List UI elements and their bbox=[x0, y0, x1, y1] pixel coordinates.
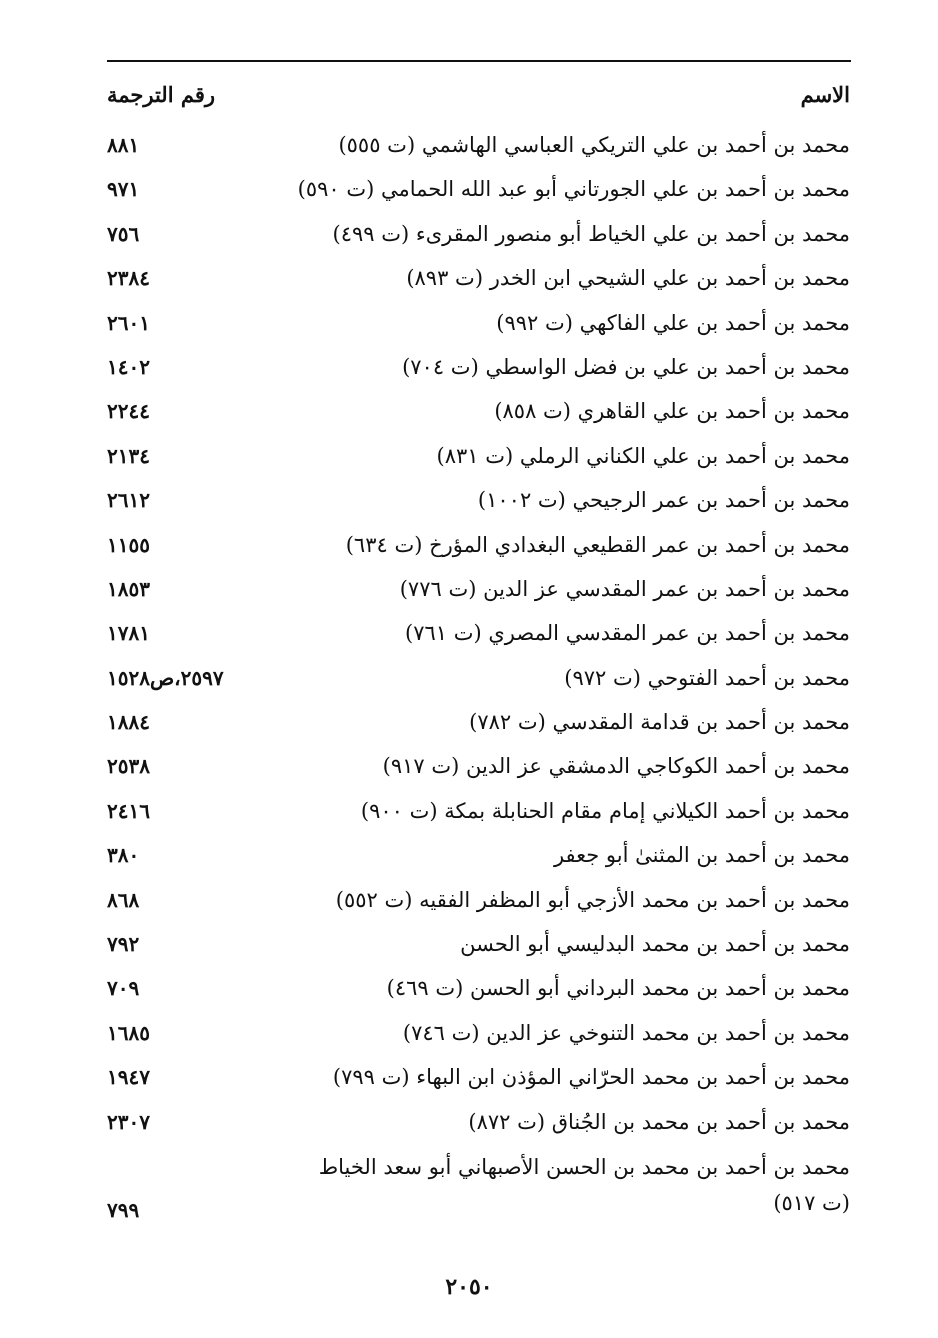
index-entry bbox=[0, 834, 938, 878]
index-entry bbox=[0, 568, 938, 612]
name-column-header: الاسم bbox=[800, 82, 850, 107]
entry-name: محمد بن أحمد بن عمر المقدسي المصري (ت ٧٦١) bbox=[404, 621, 850, 646]
entry-number: ٢٣٠٧ bbox=[107, 1109, 150, 1134]
entry-number: ٢٣٨٤ bbox=[107, 266, 150, 291]
entry-name: محمد بن أحمد الكيلاني إمام مقام الحنابلة بمكة (ت ٩٠٠) bbox=[360, 798, 850, 823]
index-entry bbox=[0, 302, 938, 346]
index-entry bbox=[0, 612, 938, 656]
number-column-header: رقم الترجمة bbox=[107, 82, 216, 107]
index-entry bbox=[0, 435, 938, 479]
index-entry bbox=[0, 923, 938, 967]
entry-number: ١٤٠٢ bbox=[107, 354, 150, 379]
entry-name: محمد بن أحمد بن علي الجورتاني أبو عبد الله الحمامي (ت ٥٩٠) bbox=[297, 177, 850, 202]
entry-number: ٨٨١ bbox=[107, 133, 140, 157]
entry-name: محمد بن أحمد بن محمد البدليسي أبو الحسن bbox=[460, 932, 850, 957]
entry-number: ١١٥٥ bbox=[107, 532, 150, 557]
entry-number: ٨٦٨ bbox=[107, 887, 140, 912]
entry-name: محمد بن أحمد بن المثنىٰ أبو جعفر bbox=[553, 843, 850, 868]
entry-name: محمد بن أحمد بن محمد التنوخي عز الدين (ت ٧٤٦) bbox=[402, 1020, 850, 1045]
entry-number: ٢٢٤٤ bbox=[107, 399, 150, 424]
index-entry bbox=[0, 657, 938, 701]
index-entry bbox=[0, 1056, 938, 1100]
entry-name: محمد بن أحمد بن علي الخياط أبو منصور المقرىء (ت ٤٩٩) bbox=[332, 221, 850, 246]
entry-number: ٢٦١٢ bbox=[107, 488, 150, 513]
index-entry bbox=[0, 745, 938, 789]
entry-name: محمد بن أحمد بن محمد البرداني أبو الحسن (ت ٤٦٩) bbox=[386, 976, 850, 1001]
entry-name: محمد بن أحمد الكوكاجي الدمشقي عز الدين (ت ٩١٧) bbox=[382, 754, 850, 779]
top-rule bbox=[107, 60, 851, 62]
index-entry bbox=[0, 790, 938, 834]
entry-number: ٢٦٠١ bbox=[107, 310, 150, 335]
index-entry bbox=[0, 524, 938, 568]
entry-name: محمد بن أحمد بن علي الفاكهي (ت ٩٩٢) bbox=[496, 310, 850, 335]
index-entry bbox=[0, 1101, 938, 1145]
entry-number: ٧٥٦ bbox=[107, 221, 140, 246]
entry-name: محمد بن أحمد بن علي الشيحي ابن الخدر (ت ٨٩٣) bbox=[406, 266, 850, 291]
entry-name: محمد بن أحمد بن محمد الحرّاني المؤذن ابن البهاء (ت ٧٩٩) bbox=[332, 1065, 850, 1090]
entry-number: ٩٧١ bbox=[107, 177, 140, 202]
entry-number: ٧٠٩ bbox=[107, 976, 140, 1001]
entry-number: ٢٤١٦ bbox=[107, 798, 150, 823]
entry-name: محمد بن أحمد بن علي بن فضل الواسطي (ت ٧٠٤) bbox=[402, 354, 850, 379]
index-entry bbox=[0, 168, 938, 212]
index-entry bbox=[0, 701, 938, 745]
index-entry bbox=[0, 346, 938, 390]
entry-name: محمد بن أحمد بن علي الكناني الرملي (ت ٨٣١) bbox=[436, 443, 850, 468]
entry-name: محمد بن أحمد بن علي القاهري (ت ٨٥٨) bbox=[494, 399, 850, 424]
index-entry bbox=[0, 1012, 938, 1056]
entry-number: ١٦٨٥ bbox=[107, 1020, 150, 1045]
index-list bbox=[0, 124, 938, 1245]
index-entry bbox=[0, 967, 938, 1011]
entry-number: ١٩٤٧ bbox=[107, 1065, 150, 1090]
entry-name: محمد بن أحمد بن محمد الأزجي أبو المظفر الفقيه (ت ٥٥٢) bbox=[335, 887, 850, 912]
entry-number: ٧٩٢ bbox=[107, 932, 140, 957]
entry-number: ٧٩٩ bbox=[107, 1197, 140, 1222]
entry-name: محمد بن أحمد بن قدامة المقدسي (ت ٧٨٢) bbox=[469, 710, 850, 735]
index-entry bbox=[0, 390, 938, 434]
index-entry bbox=[0, 124, 938, 168]
entry-name: محمد بن أحمد الفتوحي (ت ٩٧٢) bbox=[564, 665, 850, 690]
entry-number: ١٧٨١ bbox=[107, 621, 150, 646]
entry-name bbox=[319, 1149, 850, 1221]
index-entry-multiline bbox=[0, 1145, 938, 1245]
entry-name-line-2: (ت ٥١٧) bbox=[773, 1190, 850, 1215]
index-entry bbox=[0, 479, 938, 523]
entry-name: محمد بن أحمد بن عمر المقدسي عز الدين (ت ٧٧٦) bbox=[399, 576, 850, 601]
index-entry bbox=[0, 879, 938, 923]
entry-number: ٢١٣٤ bbox=[107, 443, 150, 468]
index-entry bbox=[0, 257, 938, 301]
entry-name: محمد بن أحمد بن عمر الرجيحي (ت ١٠٠٢) bbox=[477, 488, 850, 513]
entry-name: محمد بن أحمد بن عمر القطيعي البغدادي المؤرخ (ت ٦٣٤) bbox=[345, 532, 850, 557]
page-number: ٢٠٥٠ bbox=[445, 1274, 493, 1300]
entry-name-line-1: محمد بن أحمد بن محمد بن الحسن الأصبهاني أبو سعد الخياط bbox=[318, 1154, 850, 1179]
entry-number: ١٨٨٤ bbox=[107, 710, 150, 735]
entry-number: ٢٥٩٧،ص١٥٢٨ bbox=[107, 665, 224, 690]
entry-number: ٣٨٠ bbox=[107, 843, 140, 868]
entry-number: ١٨٥٣ bbox=[107, 576, 150, 601]
entry-number: ٢٥٣٨ bbox=[107, 754, 150, 779]
index-entry bbox=[0, 213, 938, 257]
entry-name: محمد بن أحمد بن علي التريكي العباسي الهاشمي (ت ٥٥٥) bbox=[338, 133, 850, 157]
entry-name: محمد بن أحمد بن محمد بن الجُناق (ت ٨٧٢) bbox=[468, 1109, 850, 1134]
